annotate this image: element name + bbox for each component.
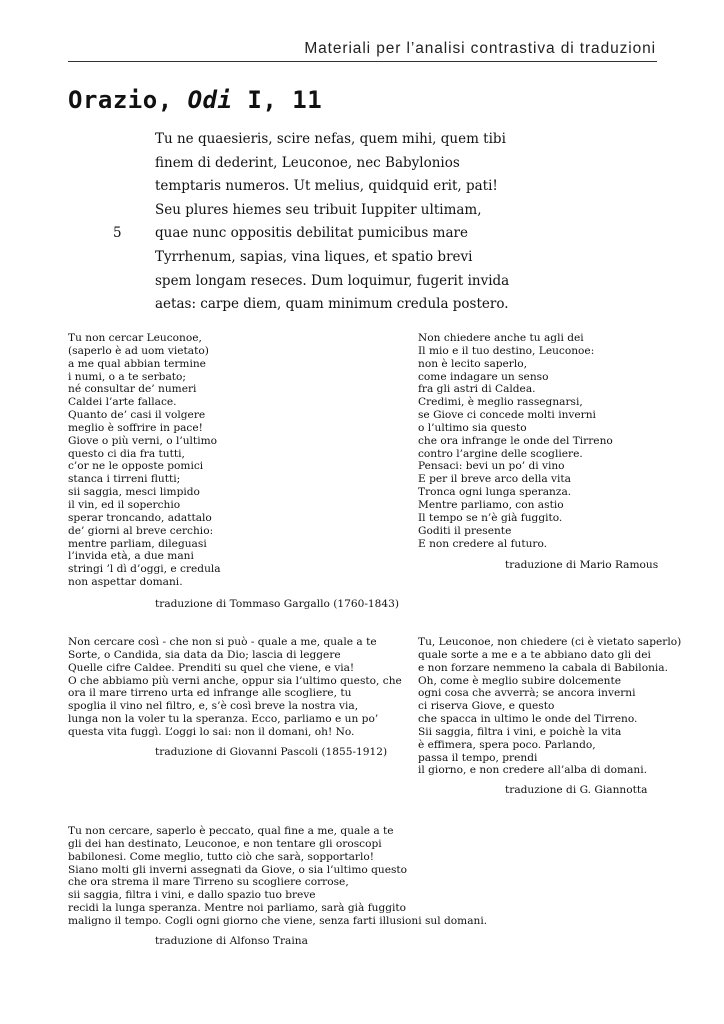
translation-line: E non credere al futuro. [418, 537, 548, 550]
latin-line: Seu plures hiemes seu tribuit Iuppiter ultimam, [155, 201, 482, 218]
translation-line: Pensaci: bevi un po’ di vino [418, 460, 565, 473]
translation-line: Tronca ogni lunga speranza. [418, 486, 572, 499]
translation-line: quale sorte a me e a te abbiano dato gli dei [418, 648, 651, 661]
translation-line: Credimi, è meglio rassegnarsi, [418, 396, 583, 409]
translation-line: Quelle cifre Caldee. Prenditi su quel che viene, e via! [68, 661, 355, 674]
translation-line: o l’ultimo sia questo [418, 421, 527, 434]
translation-line: questa vita fuggì. L’oggi lo sai: non il domani, oh! No. [68, 725, 355, 738]
translation-line: contro l’argine delle scogliere. [418, 447, 583, 460]
translation-line: stringi ’l dì d’oggi, e credula [68, 563, 221, 576]
latin-line: quae nunc oppositis debilitat pumicibus mare [155, 225, 468, 242]
translation-line: che ora strema il mare Tirreno su scogliere corrose, [68, 876, 349, 889]
translation-line: Goditi il presente [418, 524, 512, 537]
translation-line: Quanto de’ casi il volgere [68, 409, 206, 422]
translation-line: non è lecito saperlo, [418, 357, 528, 370]
translation-line: Mentre parliamo, con astio [418, 498, 564, 511]
translation-line: il giorno, e non credere all’alba di domani. [418, 764, 648, 777]
translation-line: a me qual abbian termine [68, 357, 206, 370]
translation-line: che ora infrange le onde del Tirreno [418, 434, 613, 447]
translation-line: sii saggia, mesci limpido [68, 486, 200, 499]
translation-line: spoglia il vino nel filtro, e, s’è così breve la nostra via, [68, 700, 359, 713]
verse-line-number: 5 [113, 225, 122, 241]
page-title [68, 86, 322, 114]
translation-line: Non chiedere anche tu agli dei [418, 332, 584, 344]
translation-line: ci riserva Giove, e questo [418, 700, 555, 713]
latin-line: finem di dederint, Leuconoe, nec Babylonios [155, 154, 460, 171]
translation-line: ogni cosa che avverrà; se ancora inverni [418, 687, 636, 700]
translation-line: Oh, come è meglio subire dolcemente [418, 674, 622, 687]
translation-line: (saperlo è ad uom vietato) [68, 344, 209, 357]
latin-line: spem longam reseces. Dum loquimur, fugerit invida [155, 272, 510, 289]
translation-line: se Giove ci concede molti inverni [418, 409, 596, 422]
translation-line: e non forzare nemmeno la cabala di Babilonia. [418, 661, 668, 674]
translation-line: Caldei l’arte fallace. [68, 396, 177, 409]
translation-credit: traduzione di Tommaso Gargallo (1760-1843) [155, 598, 400, 610]
running-header: Materiali per l’analisi contrastiva di traduzioni [304, 40, 656, 57]
translation-line: Tu non cercar Leuconoe, [68, 332, 202, 344]
translation-pascoli [68, 636, 402, 739]
translation-line: Giove o più verni, o l’ultimo [68, 434, 218, 447]
translation-line: non aspettar domani. [68, 576, 183, 589]
translation-line: c’or ne le opposte pomici [68, 460, 204, 473]
translation-line: Sii saggia, filtra i vini, e poichè la vita [418, 725, 622, 738]
translation-line: Siano molti gli inverni assegnati da Giove, o sia l’ultimo questo [68, 863, 408, 876]
translation-line: Tu, Leuconoe, non chiedere (ci è vietato saperlo) [418, 636, 682, 648]
translation-line: babilonesi. Come meglio, tutto ciò che sarà, sopportarlo! [68, 850, 374, 863]
translation-line: l’invida età, a due mani [68, 550, 194, 563]
translation-credit: traduzione di Mario Ramous [505, 559, 659, 571]
translation-line: lunga non la voler tu la speranza. Ecco, parliamo e un po’ [68, 713, 379, 726]
translation-line: che spacca in ultimo le onde del Tirreno. [418, 713, 638, 726]
translation-line: recidi la lunga speranza. Mentre noi parliamo, sarà già fuggito [68, 902, 407, 915]
translation-line: ora il mare tirreno urta ed infrange alle scogliere, tu [68, 687, 352, 700]
latin-text [155, 128, 509, 317]
translation-traina [68, 825, 487, 928]
translation-credit: traduzione di Alfonso Traina [155, 935, 308, 947]
translation-line: Il mio e il tuo destino, Leuconoe: [418, 344, 595, 357]
translation-line: Sorte, o Candida, sia data da Dio; lascia di leggere [68, 648, 341, 661]
translation-line: de’ giorni al breve cerchio: [68, 524, 214, 537]
translation-line: questo ci dia fra tutti, [68, 447, 185, 460]
translation-ramous [418, 332, 613, 550]
translation-giannotta [418, 636, 681, 777]
title-work: Odi [187, 86, 233, 114]
title-author: Orazio, [68, 86, 188, 114]
translation-line: passa il tempo, prendi [418, 751, 538, 764]
translation-line: Tu non cercare, saperlo è peccato, qual fine a me, quale a te [68, 825, 394, 837]
title-ref: I, 11 [232, 86, 323, 114]
translation-gargallo [68, 332, 221, 589]
translation-line: sii saggia, filtra i vini, e dallo spazio tuo breve [68, 889, 316, 902]
translation-line: sperar troncando, adattalo [68, 511, 212, 524]
translation-line: stanca i tirreni flutti; [68, 473, 181, 486]
translation-line: il vin, ed il soperchio [68, 498, 181, 511]
translation-credit: traduzione di G. Giannotta [505, 784, 648, 796]
translation-line: è effimera, spera poco. Parlando, [418, 738, 596, 751]
translation-line: come indagare un senso [418, 370, 549, 383]
translation-line: i numi, o a te serbato; [68, 370, 186, 383]
translation-line: Il tempo se n’è già fuggito. [418, 511, 563, 524]
latin-line: temptaris numeros. Ut melius, quidquid erit, pati! [155, 178, 498, 195]
latin-line: aetas: carpe diem, quam minimum credula postero. [155, 296, 509, 313]
translation-line: Non cercare così - che non si può - quale a me, quale a te [68, 636, 377, 648]
header-rule [68, 61, 657, 62]
translation-line: mentre parliam, dileguasi [68, 537, 207, 550]
translation-line: E per il breve arco della vita [418, 473, 571, 486]
translation-line: meglio è soffrire in pace! [68, 421, 203, 434]
latin-line: Tyrrhenum, sapias, vina liques, et spatio brevi [155, 248, 473, 265]
translation-line: maligno il tempo. Cogli ogni giorno che viene, senza farti illusioni sul domani. [68, 914, 488, 927]
translation-line: O che abbiamo più verni anche, oppur sia l’ultimo questo, che [68, 674, 402, 687]
translation-line: fra gli astri di Caldea. [418, 383, 536, 396]
translation-line: gli dei han destinato, Leuconoe, e non tentare gli oroscopi [68, 837, 382, 850]
latin-line: Tu ne quaesieris, scire nefas, quem mihi, quem tibi [155, 131, 506, 147]
translation-credit: traduzione di Giovanni Pascoli (1855-1912) [155, 746, 388, 758]
translation-line: né consultar de’ numeri [68, 383, 197, 396]
